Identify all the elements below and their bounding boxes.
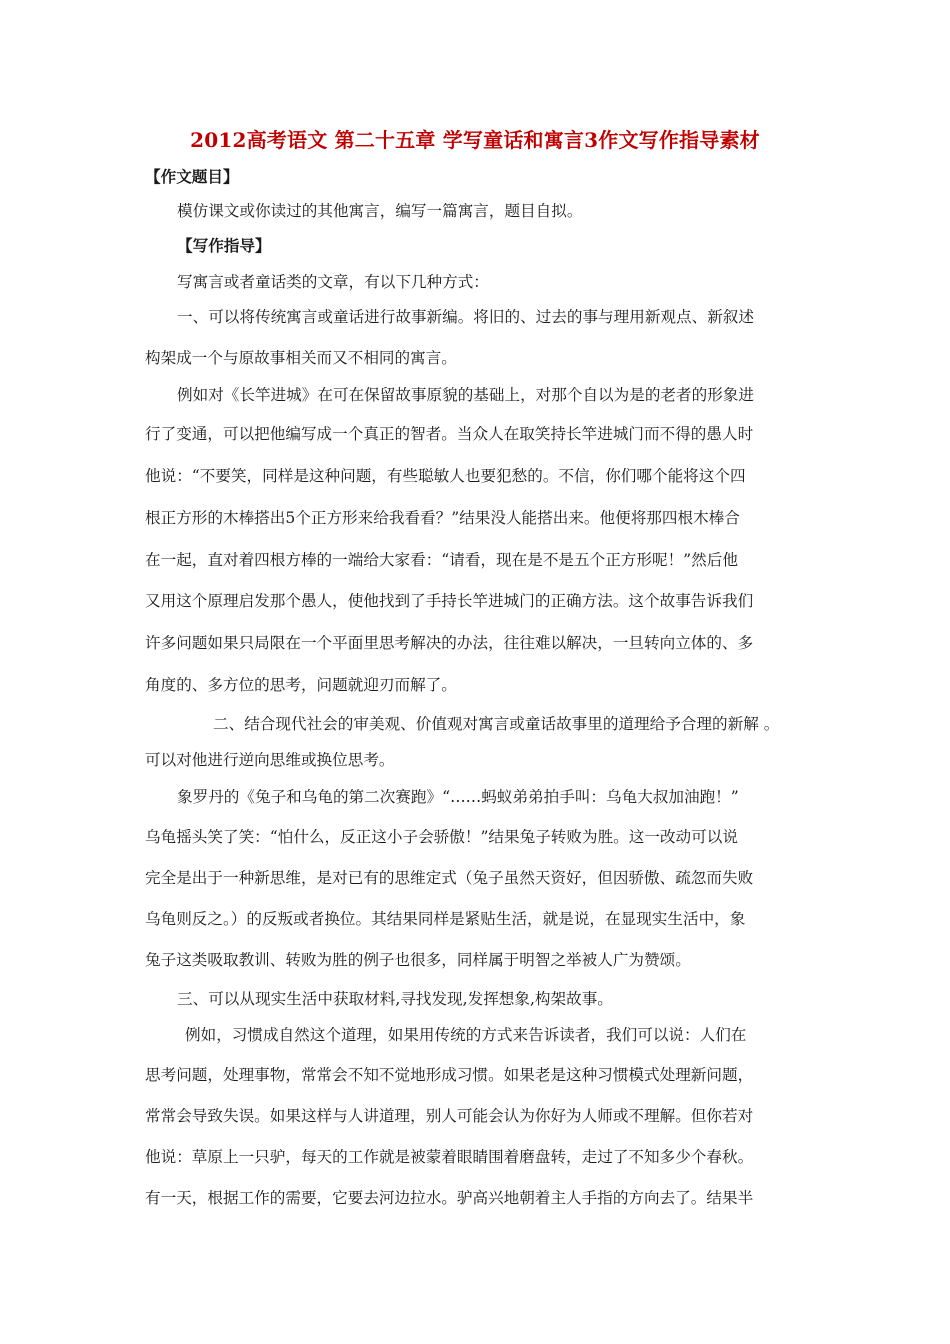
paragraph-line: 角度的、多方位的思考，问题就迎刃而解了。 [145, 676, 457, 694]
paragraph-line: 例如，习惯成自然这个道理，如果用传统的方式来告诉读者，我们可以说：人们在 [185, 1026, 747, 1044]
paragraph-line: 行了变通，可以把他编写成一个真正的智者。当众人在取笑持长竿进城门而不得的愚人时 [145, 425, 754, 443]
paragraph-line: 根正方形的木棒搭出5个正方形来给我看看？”结果没人能搭出来。他便将那四根木棒合 [145, 509, 740, 527]
paragraph-line: 他说：“不要笑，同样是这种问题，有些聪敏人也要犯愁的。不信，你们哪个能将这个四 [145, 467, 746, 485]
paragraph-line: 乌龟摇头笑了笑：“怕什么，反正这小子会骄傲！”结果兔子转败为胜。这一改动可以说 [145, 828, 738, 846]
paragraph-line: 许多问题如果只局限在一个平面里思考解决的办法，往往难以解决，一旦转向立体的、多 [145, 634, 754, 652]
paragraph-line: 写寓言或者童话类的文章，有以下几种方式： [177, 273, 489, 291]
paragraph-line: 常常会导致失误。如果这样与人讲道理，别人可能会认为你好为人师或不理解。但你若对 [145, 1107, 754, 1125]
heading-topic: 【作文题目】 [145, 168, 239, 186]
paragraph-line: 乌龟则反之。）的反叛或者换位。其结果同样是紧贴生活，就是说，在显现实生活中，象 [145, 910, 746, 928]
paragraph-line: 有一天，根据工作的需要，它要去河边拉水。驴高兴地朝着主人手指的方向去了。结果半 [145, 1189, 754, 1207]
paragraph-line: 象罗丹的《兔子和乌龟的第二次赛跑》“……蚂蚁弟弟拍手叫：乌龟大叔加油跑！” [177, 788, 739, 806]
heading-guide: 【写作指导】 [177, 237, 271, 255]
topic-text: 模仿课文或你读过的其他寓言，编写一篇寓言，题目自拟。 [177, 202, 583, 220]
document-title: 2012高考语文 第二十五章 学写童话和寓言3作文写作指导素材 [190, 128, 760, 152]
paragraph-line: 又用这个原理启发那个愚人，使他找到了手持长竿进城门的正确方法。这个故事告诉我们 [145, 592, 754, 610]
paragraph-line: 思考问题，处理事物，常常会不知不觉地形成习惯。如果老是这种习惯模式处理新问题， [145, 1066, 754, 1084]
paragraph-line: 在一起，直对着四根方棒的一端给大家看：“请看，现在是不是五个正方形呢！”然后他 [145, 551, 738, 569]
paragraph-line: 一、可以将传统寓言或童话进行故事新编。将旧的、过去的事与理用新观点、新叙述 [177, 308, 754, 326]
paragraph-line: 兔子这类吸取教训、转败为胜的例子也很多，同样属于明智之举被人广为赞颂。 [145, 951, 691, 969]
paragraph-line: 可以对他进行逆向思维或换位思考。 [145, 751, 395, 769]
paragraph-line: 他说：草原上一只驴，每天的工作就是被蒙着眼睛围着磨盘转，走过了不知多少个春秋。 [145, 1148, 754, 1166]
paragraph-line: 二、结合现代社会的审美观、价值观对寓言或童话故事里的道理给予合理的新解 。 [213, 715, 780, 733]
paragraph-line: 完全是出于一种新思维，是对已有的思维定式（兔子虽然天资好，但因骄傲、疏忽而失败 [145, 869, 754, 887]
paragraph-line: 构架成一个与原故事相关而又不相同的寓言。 [145, 349, 457, 367]
paragraph-line: 例如对《长竿进城》在可在保留故事原貌的基础上，对那个自以为是的老者的形象进 [177, 386, 754, 404]
paragraph-line: 三、可以从现实生活中获取材料,寻找发现,发挥想象,构架故事。 [177, 990, 613, 1008]
